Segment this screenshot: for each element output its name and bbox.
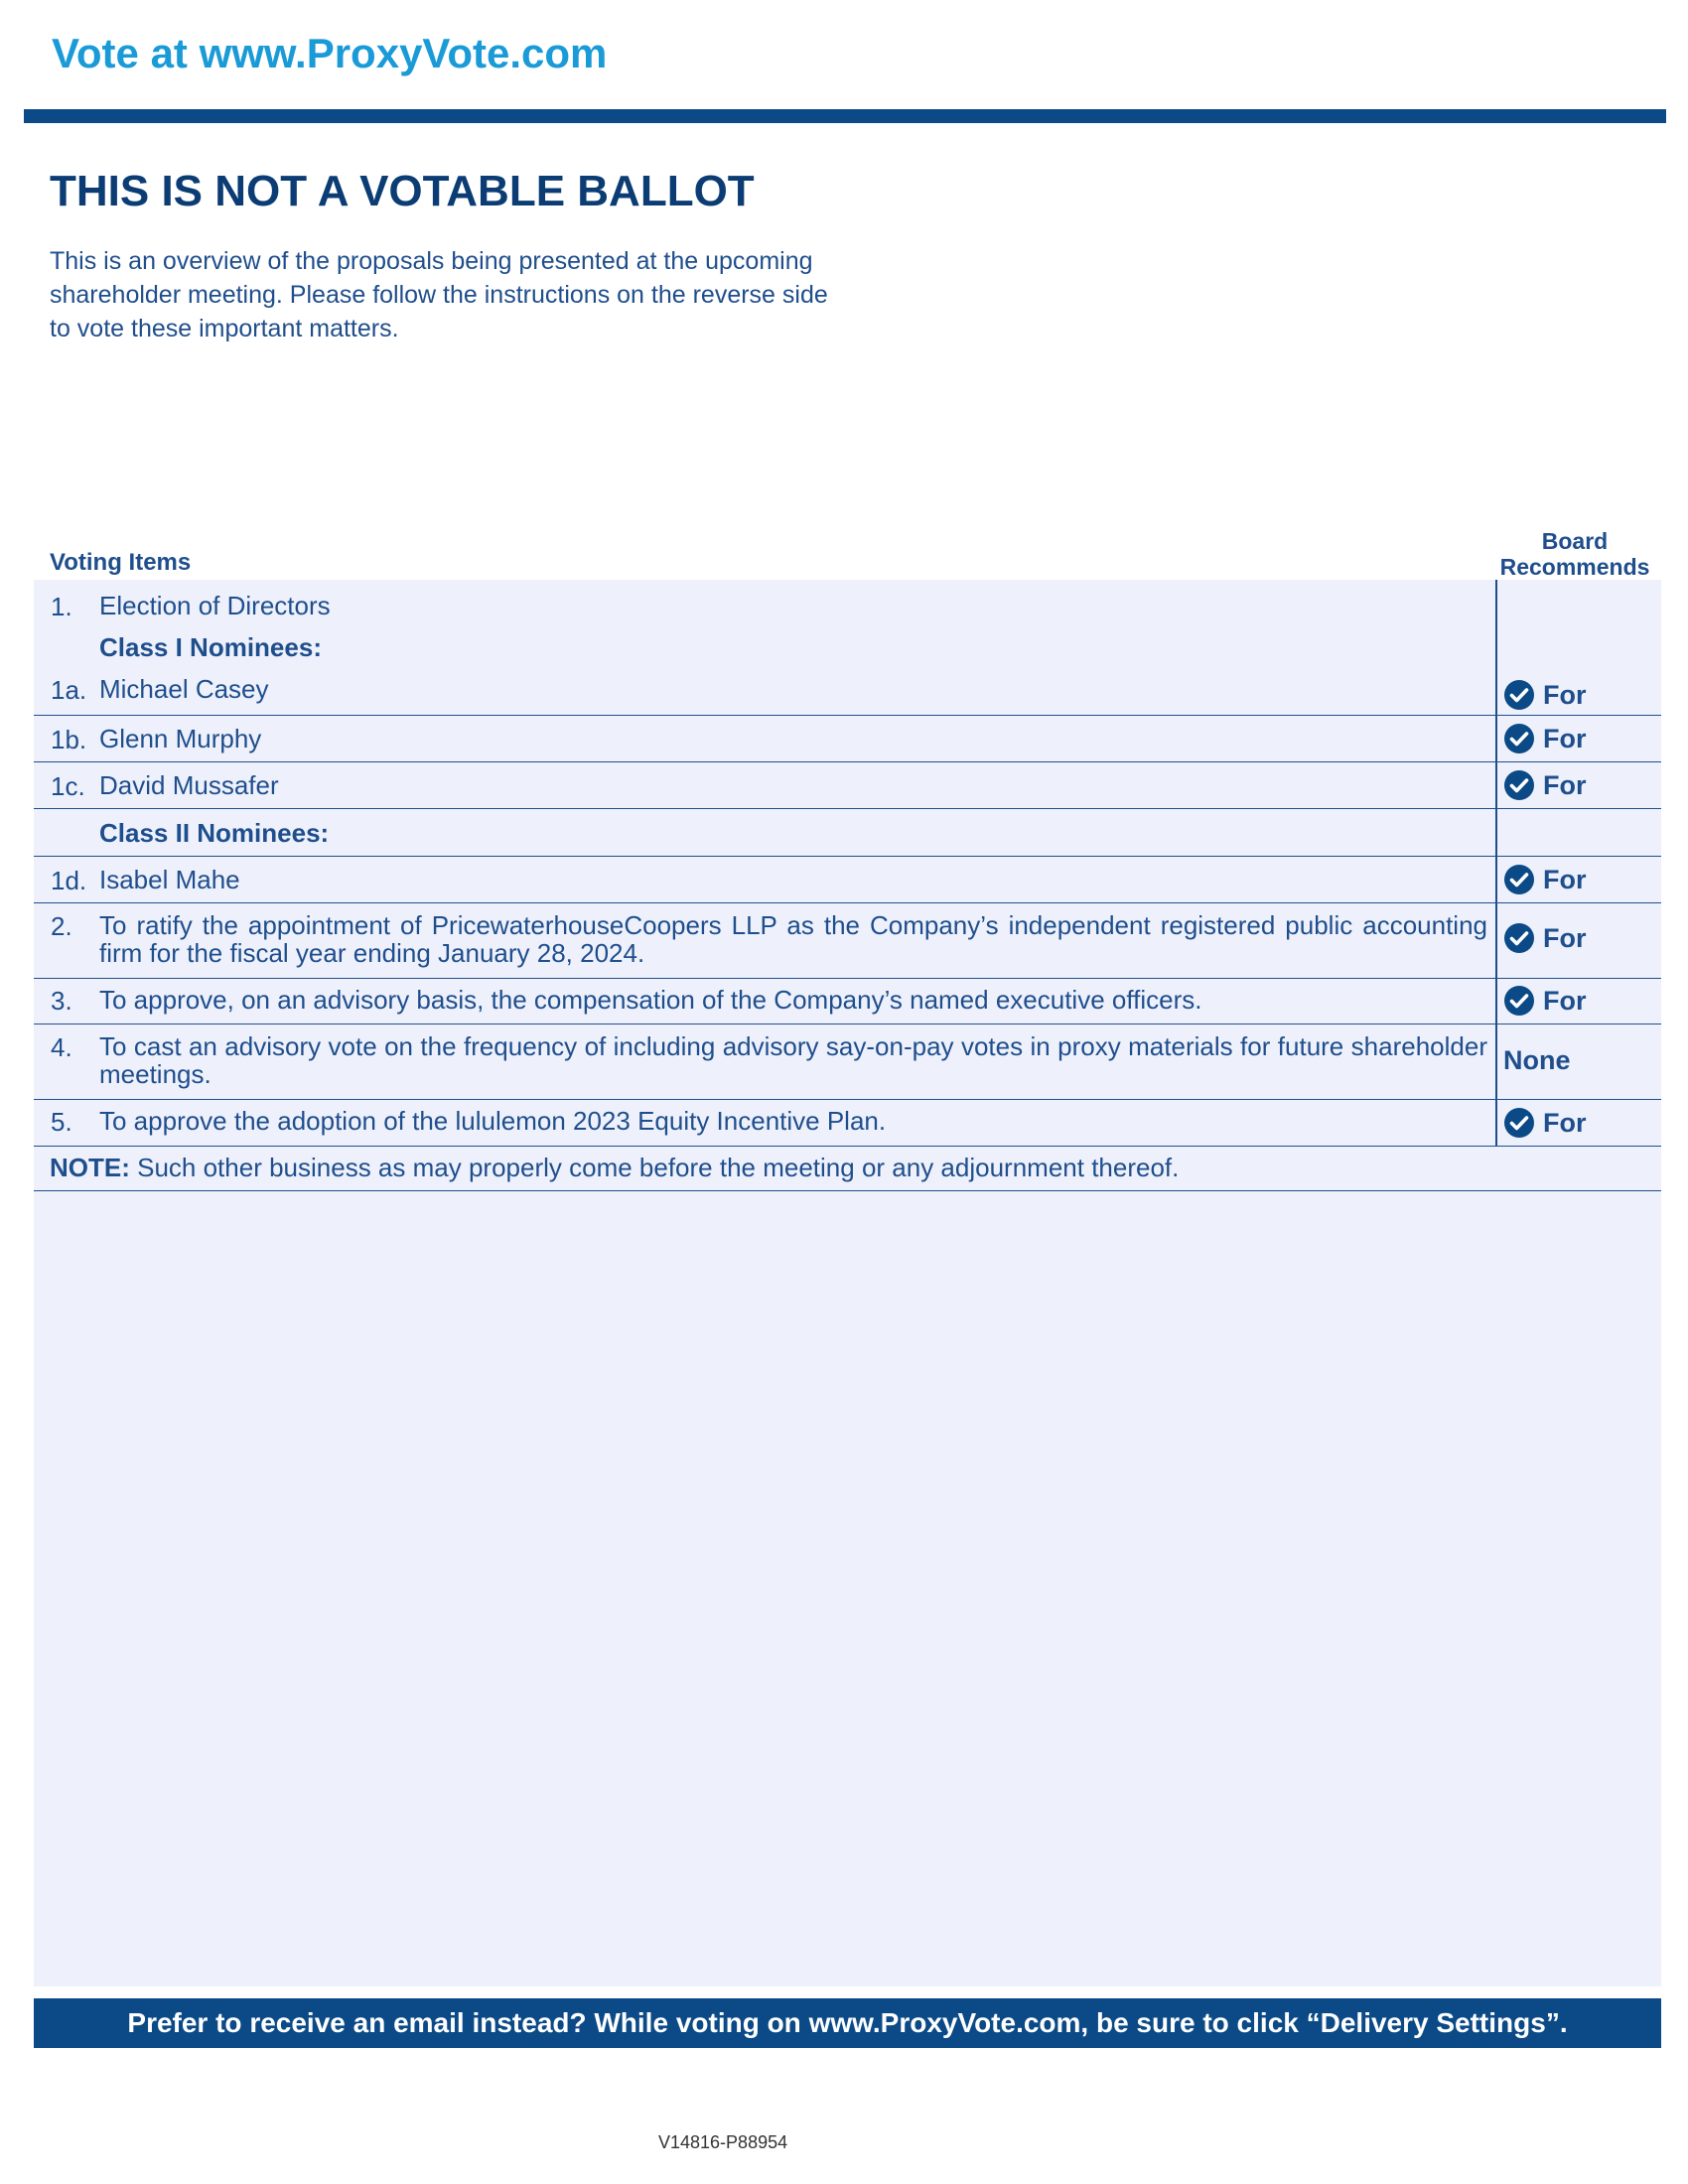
table-row <box>34 667 1661 716</box>
board-recommendation <box>1503 769 1587 801</box>
recommendation-value: None <box>1503 1045 1571 1075</box>
board-label: Board <box>1541 528 1609 554</box>
check-circle-icon <box>1503 723 1535 754</box>
item-text: David Mussafer <box>99 770 279 800</box>
board-recommendation <box>1503 985 1587 1017</box>
item-text: Michael Casey <box>99 674 269 704</box>
document-code: V14816-P88954 <box>658 2132 788 2152</box>
recommendation-value: For <box>1543 769 1587 800</box>
check-circle-icon <box>1503 864 1535 895</box>
delivery-settings-banner: Prefer to receive an email instead? While voting on www.ProxyVote.com, be sure to click “Delivery Settings”. <box>34 1998 1661 2048</box>
election-header-row <box>34 592 1661 627</box>
class-two-heading-row <box>34 808 1661 857</box>
recommends-label: Recommends <box>1499 554 1650 580</box>
item-number: 1b. <box>51 725 87 754</box>
recommendation-value: For <box>1543 723 1587 753</box>
check-circle-icon <box>1503 922 1535 954</box>
note-text <box>50 1153 1179 1183</box>
table-row <box>34 1024 1661 1100</box>
item-text: Isabel Mahe <box>99 865 240 894</box>
check-circle-icon <box>1503 769 1535 801</box>
item-text: To approve, on an advisory basis, the compensation of the Company’s named executive officers. <box>99 985 1202 1015</box>
table-row <box>34 715 1661 762</box>
recommendation-value: For <box>1543 864 1587 894</box>
board-recommendation <box>1503 1107 1587 1139</box>
header-rule <box>24 109 1666 123</box>
item-number: 4. <box>51 1032 72 1062</box>
recommendation-value: For <box>1543 922 1587 953</box>
table-row <box>34 902 1661 979</box>
class-one-heading-row <box>34 632 1661 668</box>
item-number: 2. <box>51 911 72 941</box>
item-text: Glenn Murphy <box>99 724 262 753</box>
note-body: Such other business as may properly come before the meeting or any adjournment thereof. <box>129 1153 1180 1182</box>
item-number: 1. <box>51 592 72 621</box>
board-recommendation <box>1503 723 1587 754</box>
column-header-voting-items: Voting Items <box>50 549 192 576</box>
class-one-heading: Class I Nominees: <box>99 632 322 662</box>
site-url: Vote at www.ProxyVote.com <box>52 30 608 76</box>
board-recommendation <box>1503 1045 1571 1076</box>
item-text: To cast an advisory vote on the frequency of including advisory say-on-pay votes in proxy materials for future shareholder meetings. <box>99 1031 1487 1089</box>
recommendation-value: For <box>1543 985 1587 1016</box>
item-number: 1a. <box>51 675 87 705</box>
check-circle-icon <box>1503 1107 1535 1139</box>
item-text: To ratify the appointment of PricewaterhouseCoopers LLP as the Company’s independent registered public accounting firm for the fiscal year ending January 28, 2024. <box>99 910 1487 968</box>
item-text: Election of Directors <box>99 591 331 620</box>
item-number: 5. <box>51 1107 72 1137</box>
column-header-board-recommends <box>1495 528 1654 580</box>
item-number: 3. <box>51 986 72 1016</box>
board-recommendation <box>1503 922 1587 954</box>
recommendation-value: For <box>1543 679 1587 710</box>
item-number: 1c. <box>51 771 85 801</box>
class-two-heading: Class II Nominees: <box>99 818 330 848</box>
intro-text: This is an overview of the proposals being presented at the upcoming shareholder meeting. Please follow the instructions on the reverse side to vote these important matters. <box>50 247 828 342</box>
item-text: To approve the adoption of the lululemon 2023 Equity Incentive Plan. <box>99 1106 887 1136</box>
check-circle-icon <box>1503 985 1535 1017</box>
table-row <box>34 978 1661 1024</box>
note-label: NOTE: <box>50 1153 130 1182</box>
page-title: THIS IS NOT A VOTABLE BALLOT <box>50 167 755 215</box>
note-row <box>34 1146 1661 1191</box>
table-row <box>34 1099 1661 1147</box>
recommendation-value: For <box>1543 1107 1587 1138</box>
check-circle-icon <box>1503 679 1535 711</box>
board-recommendation <box>1503 864 1587 895</box>
table-row <box>34 761 1661 809</box>
item-number: 1d. <box>51 866 87 895</box>
table-row <box>34 856 1661 903</box>
board-recommendation <box>1503 679 1587 711</box>
